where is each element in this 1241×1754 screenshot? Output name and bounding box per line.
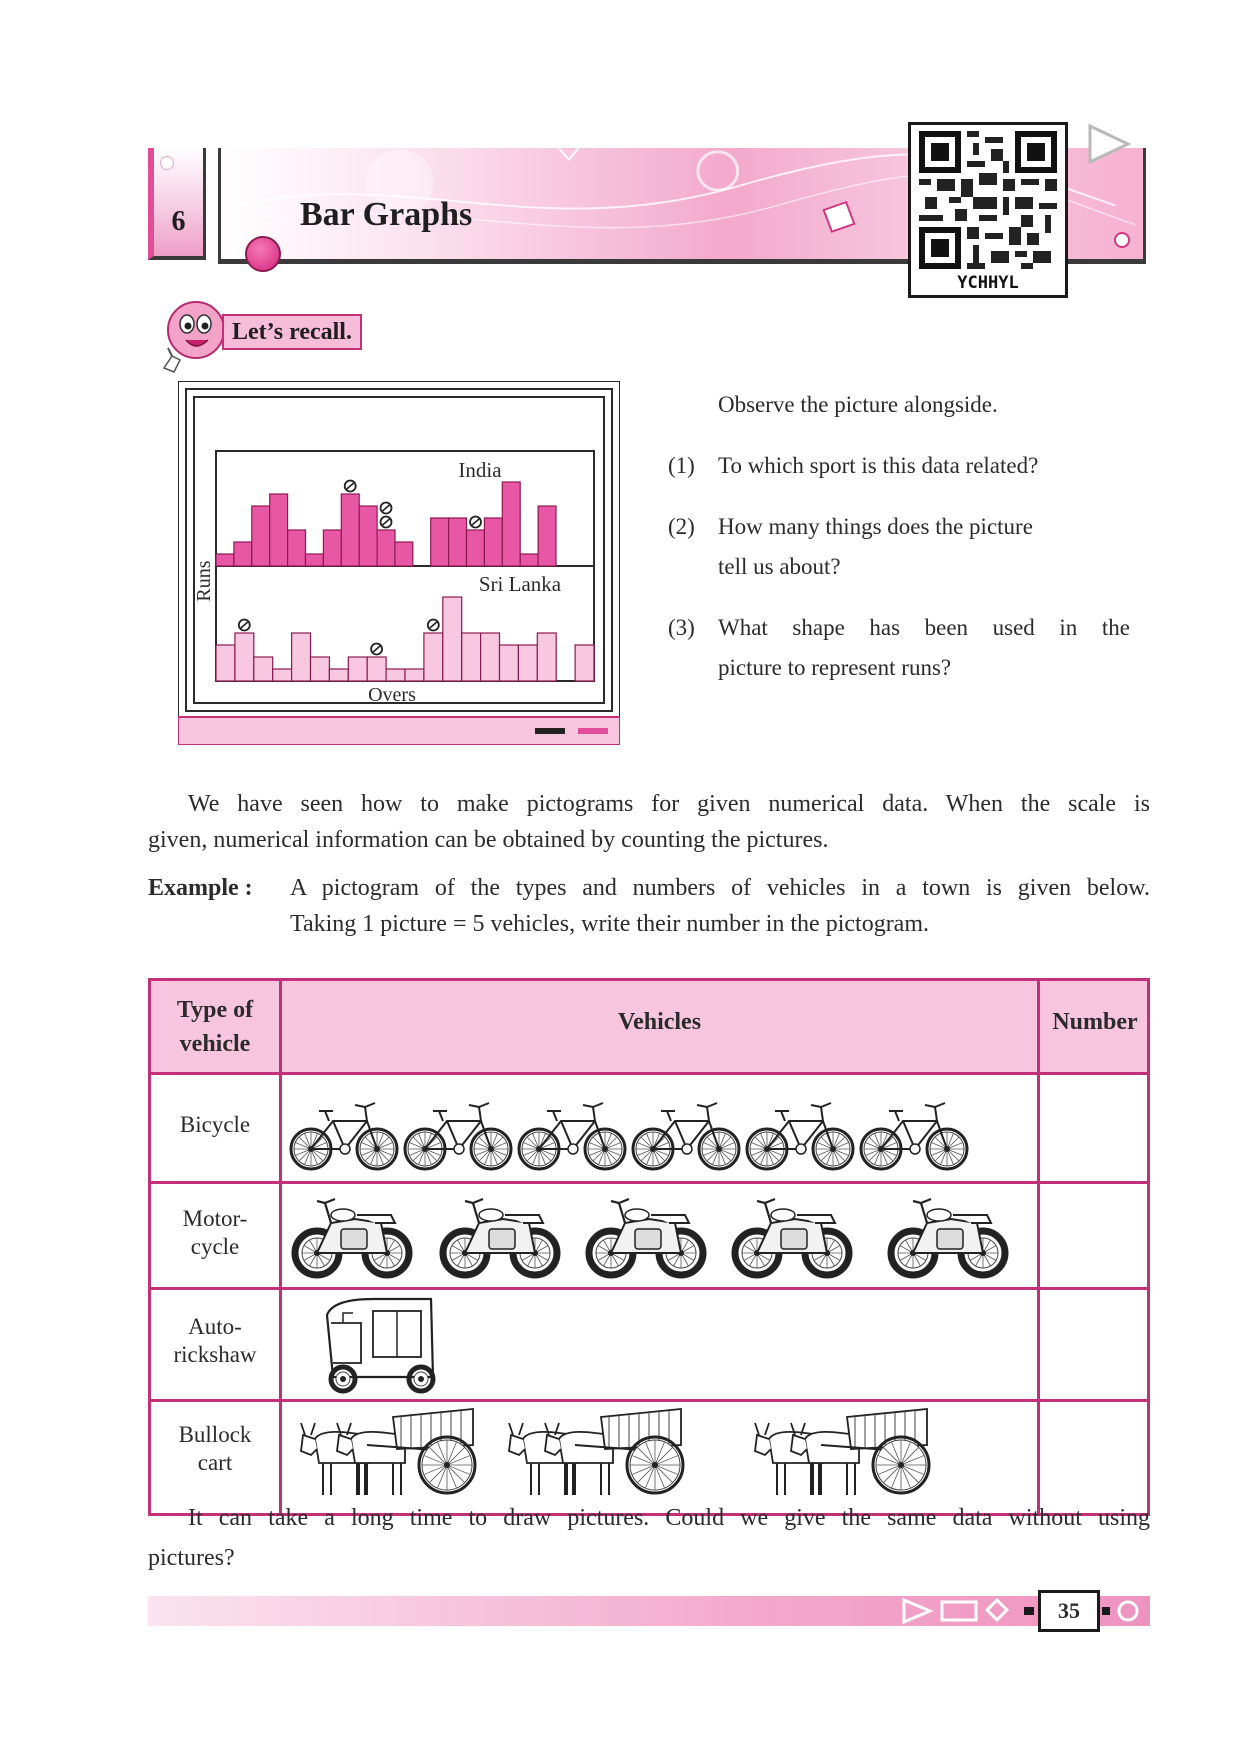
india-bar — [502, 482, 520, 566]
footer-circle-decor — [1102, 1594, 1150, 1628]
bicycle-icon — [633, 1103, 739, 1169]
table-divider — [151, 1181, 1147, 1184]
motorcycle-icon — [891, 1199, 1005, 1275]
decor-dot — [160, 156, 174, 170]
motorcycle-icon — [735, 1199, 849, 1275]
table-divider — [1037, 981, 1040, 1513]
tv-button-dark — [535, 728, 565, 734]
bullock-cart-row — [283, 1405, 1037, 1513]
row-label-motorcycle — [151, 1205, 279, 1261]
srilanka-bar — [367, 657, 386, 681]
row-label-text: cart — [197, 1450, 233, 1475]
question-3-number: (3) — [668, 615, 695, 640]
closing-line1: It can take a long time to draw pictures. Could we give the same data without using — [188, 1505, 1150, 1531]
srilanka-bar — [443, 597, 462, 681]
srilanka-bar — [311, 657, 330, 681]
bicycle-row — [283, 1093, 1037, 1173]
question-3-text-cont: picture to represent runs? — [718, 655, 952, 680]
table-divider — [279, 981, 282, 1513]
motorcycle-row — [283, 1193, 1037, 1281]
bicycle-icon — [861, 1103, 967, 1169]
pictogram-table — [148, 978, 1150, 1516]
srilanka-bar — [575, 645, 594, 681]
header-vehicles: Vehicles — [617, 1009, 702, 1035]
bicycle-icon — [405, 1103, 511, 1169]
row-label-text: Bicycle — [179, 1112, 251, 1137]
srilanka-bar — [348, 657, 367, 681]
overs-axis-label: Overs — [368, 684, 416, 706]
india-bar — [252, 506, 270, 566]
srilanka-bar — [424, 633, 443, 681]
india-bar — [234, 542, 252, 566]
footer-shapes-decor — [900, 1594, 1036, 1628]
srilanka-bar — [216, 645, 235, 681]
question-2-text: How many things does the picture — [718, 514, 1033, 539]
srilanka-bar — [405, 669, 424, 681]
tv-button-pink — [578, 728, 608, 734]
page-number: 35 — [1038, 1590, 1100, 1632]
row-label-autorickshaw — [151, 1313, 279, 1369]
motorcycle-pictures — [283, 1193, 1037, 1285]
srilanka-bar — [254, 657, 273, 681]
example-label: Example : — [148, 875, 253, 901]
row-label-text: cycle — [190, 1234, 240, 1259]
india-bar — [520, 554, 538, 566]
bicycle-icon — [291, 1103, 397, 1169]
header-type-line2: vehicle — [179, 1031, 251, 1057]
india-bar — [359, 506, 377, 566]
row-label-bicycle — [151, 1111, 279, 1139]
qr-code — [908, 122, 1068, 298]
tv-cricket-chart — [178, 381, 620, 745]
smiley-mascot-icon — [158, 298, 230, 376]
decor-circle — [1114, 232, 1130, 248]
chapter-number-box — [148, 148, 206, 260]
india-bar — [270, 494, 288, 566]
chapter-number: 6 — [171, 206, 186, 237]
question-2-number: (2) — [668, 514, 695, 539]
india-bar — [449, 518, 467, 566]
questions-intro: Observe the picture alongside. — [718, 392, 998, 417]
bullock-cart-icon — [301, 1409, 475, 1495]
row-label-text: rickshaw — [173, 1342, 257, 1367]
india-bar — [467, 530, 485, 566]
header-type-line1: Type of — [176, 997, 254, 1023]
row-label-text: Bullock — [178, 1422, 252, 1447]
srilanka-bar — [292, 633, 311, 681]
question-1-text: To which sport is this data related? — [718, 453, 1039, 478]
india-bar — [323, 530, 341, 566]
srilanka-bar — [386, 669, 405, 681]
row-label-bullock-cart — [151, 1421, 279, 1477]
table-divider — [151, 1287, 1147, 1290]
motorcycle-icon — [589, 1199, 703, 1275]
autorickshaw-row — [283, 1293, 1037, 1397]
question-3-text: What shape has been used in the — [718, 615, 1130, 640]
srilanka-bar — [537, 633, 556, 681]
header-type-of-vehicle — [151, 993, 279, 1061]
autorickshaw-pictures — [283, 1293, 1037, 1401]
bicycle-pictures — [283, 1093, 1037, 1177]
row-label-text: Motor- — [182, 1206, 248, 1231]
chapter-title: Bar Graphs — [300, 196, 473, 233]
motorcycle-icon — [443, 1199, 557, 1275]
india-bar — [306, 554, 324, 566]
srilanka-bar — [481, 633, 500, 681]
srilanka-bar — [462, 633, 481, 681]
motorcycle-icon — [295, 1199, 409, 1275]
bicycle-icon — [747, 1103, 853, 1169]
india-bar — [395, 542, 413, 566]
play-arrow-icon — [1086, 122, 1132, 166]
lets-recall-label: Let’s recall. — [222, 314, 362, 350]
example-text-line2: Taking 1 picture = 5 vehicles, write their number in the pictogram. — [290, 911, 929, 937]
bullock-cart-icon — [755, 1409, 929, 1495]
intro-paragraph-line1: We have seen how to make pictograms for given numerical data. When the scale is — [188, 791, 1150, 817]
srilanka-label: Sri Lanka — [478, 572, 562, 596]
india-bar — [538, 506, 556, 566]
india-bar — [377, 530, 395, 566]
pink-ball-decor — [245, 236, 281, 272]
row-label-text: Auto- — [188, 1314, 242, 1339]
india-bar — [216, 554, 234, 566]
srilanka-bar — [518, 645, 537, 681]
srilanka-bar — [273, 669, 292, 681]
question-2-text-cont: tell us about? — [718, 554, 841, 579]
india-bar — [431, 518, 449, 566]
example-text-line1: A pictogram of the types and numbers of vehicles in a town is given below. — [290, 875, 1150, 901]
bicycle-icon — [519, 1103, 625, 1169]
bullock-cart-icon — [509, 1409, 683, 1495]
runs-axis-label: Runs — [193, 560, 215, 602]
intro-paragraph-line2: given, numerical information can be obtained by counting the pictures. — [148, 827, 829, 853]
india-label: India — [458, 458, 502, 482]
autorickshaw-icon — [327, 1299, 433, 1391]
srilanka-bar — [329, 669, 348, 681]
srilanka-bar — [500, 645, 519, 681]
closing-line2: pictures? — [148, 1545, 235, 1571]
india-bar — [288, 530, 306, 566]
question-1-number: (1) — [668, 453, 695, 478]
india-bar — [341, 494, 359, 566]
india-bar — [484, 518, 502, 566]
srilanka-bar — [235, 633, 254, 681]
header-number: Number — [1052, 1009, 1138, 1035]
qr-code-pattern — [919, 131, 1057, 269]
qr-code-text: YCHHYL — [957, 273, 1019, 293]
